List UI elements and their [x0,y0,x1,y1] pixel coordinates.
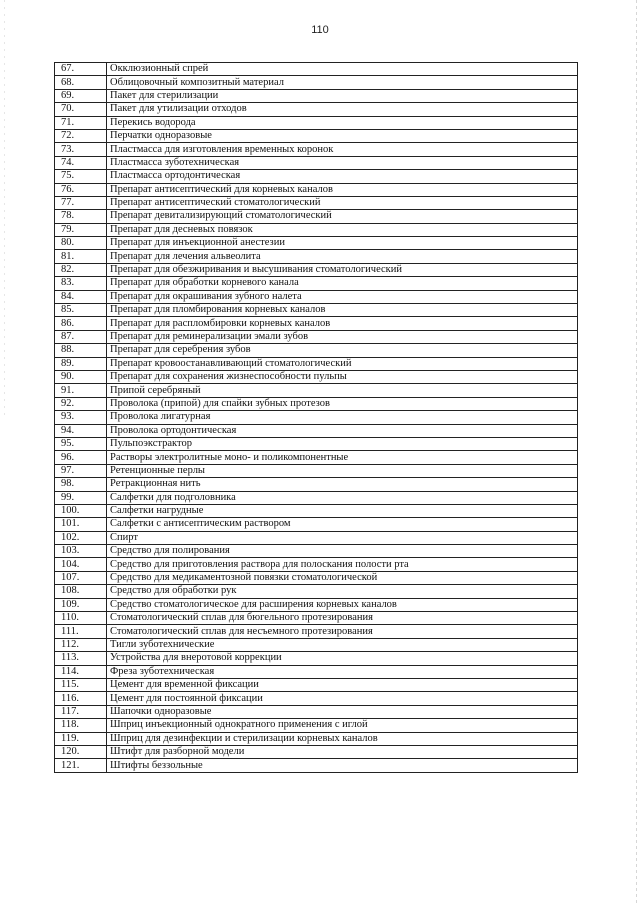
item-name: Препарат девитализирующий стоматологический [107,210,578,223]
item-name: Пластмасса для изготовления временных коронок [107,143,578,156]
row-number: 82. [55,263,107,276]
item-name: Средство для медикаментозной повязки стоматологической [107,571,578,584]
item-name: Препарат для пломбирования корневых каналов [107,304,578,317]
item-name: Препарат антисептический стоматологический [107,196,578,209]
table-row [55,504,578,517]
row-number: 111. [55,625,107,638]
row-number: 119. [55,732,107,745]
item-name: Проволока ортодонтическая [107,424,578,437]
item-name: Устройства для внеротовой коррекции [107,652,578,665]
table-row [55,170,578,183]
table-row [55,63,578,76]
item-name: Шприц для дезинфекции и стерилизации корневых каналов [107,732,578,745]
table-row [55,705,578,718]
item-name: Ретенционные перлы [107,464,578,477]
item-name: Средство стоматологическое для расширения корневых каналов [107,598,578,611]
row-number: 75. [55,170,107,183]
table-row [55,518,578,531]
table-row [55,478,578,491]
item-name: Салфетки нагрудные [107,504,578,517]
supplies-table [54,62,578,773]
row-number: 72. [55,129,107,142]
row-number: 104. [55,558,107,571]
row-number: 107. [55,571,107,584]
row-number: 116. [55,692,107,705]
item-name: Окклюзионный спрей [107,63,578,76]
table-row [55,397,578,410]
table-row [55,103,578,116]
table-row [55,290,578,303]
item-name: Припой серебряный [107,384,578,397]
item-name: Стоматологический сплав для несъемного протезирования [107,625,578,638]
row-number: 70. [55,103,107,116]
row-number: 98. [55,478,107,491]
row-number: 94. [55,424,107,437]
item-name: Средство для полирования [107,545,578,558]
table-row [55,89,578,102]
table-row [55,183,578,196]
row-number: 120. [55,745,107,758]
row-number: 113. [55,652,107,665]
item-name: Пластмасса ортодонтическая [107,170,578,183]
row-number: 89. [55,357,107,370]
item-name: Препарат для обработки корневого канала [107,277,578,290]
table-row [55,143,578,156]
row-number: 79. [55,223,107,236]
table-row [55,612,578,625]
row-number: 83. [55,277,107,290]
item-name: Средство для приготовления раствора для полоскания полости рта [107,558,578,571]
table-row [55,491,578,504]
item-name: Штифты беззольные [107,759,578,772]
row-number: 112. [55,638,107,651]
table-row [55,384,578,397]
item-name: Салфетки для подголовника [107,491,578,504]
table-row [55,598,578,611]
item-name: Препарат для сохранения жизнеспособности пульпы [107,370,578,383]
item-name: Ретракционная нить [107,478,578,491]
table-row [55,411,578,424]
row-number: 101. [55,518,107,531]
item-name: Проволока лигатурная [107,411,578,424]
item-name: Препарат для лечения альвеолита [107,250,578,263]
table-row [55,116,578,129]
row-number: 80. [55,237,107,250]
item-name: Тигли зуботехнические [107,638,578,651]
table-row [55,344,578,357]
row-number: 85. [55,304,107,317]
page-number: 110 [311,24,329,36]
table-row [55,250,578,263]
table-row [55,357,578,370]
row-number: 109. [55,598,107,611]
item-name: Фреза зуботехническая [107,665,578,678]
row-number: 74. [55,156,107,169]
row-number: 71. [55,116,107,129]
item-name: Проволока (припой) для спайки зубных протезов [107,397,578,410]
item-name: Препарат для обезжиривания и высушивания стоматологический [107,263,578,276]
item-name: Препарат для реминерализации эмали зубов [107,330,578,343]
table-row [55,237,578,250]
row-number: 73. [55,143,107,156]
row-number: 115. [55,678,107,691]
row-number: 97. [55,464,107,477]
item-name: Препарат для инъекционной анестезии [107,237,578,250]
table-row [55,304,578,317]
item-name: Препарат для окрашивания зубного налета [107,290,578,303]
item-name: Препарат для десневых повязок [107,223,578,236]
row-number: 76. [55,183,107,196]
row-number: 110. [55,612,107,625]
table-row [55,451,578,464]
table-row [55,652,578,665]
table-row [55,678,578,691]
item-name: Пульпоэкстрактор [107,437,578,450]
item-name: Перчатки одноразовые [107,129,578,142]
item-name: Препарат для серебрения зубов [107,344,578,357]
table-row [55,692,578,705]
table-row [55,76,578,89]
table-row [55,759,578,772]
item-name: Пакет для утилизации отходов [107,103,578,116]
row-number: 114. [55,665,107,678]
table-row [55,545,578,558]
row-number: 68. [55,76,107,89]
table-row [55,317,578,330]
row-number: 108. [55,585,107,598]
item-name: Спирт [107,531,578,544]
item-name: Препарат антисептический для корневых каналов [107,183,578,196]
row-number: 118. [55,719,107,732]
item-name: Пластмасса зуботехническая [107,156,578,169]
table-row [55,732,578,745]
row-number: 81. [55,250,107,263]
row-number: 84. [55,290,107,303]
item-name: Стоматологический сплав для бюгельного протезирования [107,612,578,625]
table-row [55,558,578,571]
row-number: 67. [55,63,107,76]
item-name: Шприц инъекционный однократного применения с иглой [107,719,578,732]
row-number: 96. [55,451,107,464]
scan-edge-left [4,0,5,420]
item-name: Перекись водорода [107,116,578,129]
item-name: Препарат кровоостанавливающий стоматологический [107,357,578,370]
row-number: 95. [55,437,107,450]
table-row [55,330,578,343]
row-number: 93. [55,411,107,424]
row-number: 103. [55,545,107,558]
table-row [55,665,578,678]
table-row [55,638,578,651]
supplies-table-container [54,62,578,773]
row-number: 117. [55,705,107,718]
row-number: 90. [55,370,107,383]
item-name: Цемент для временной фиксации [107,678,578,691]
item-name: Салфетки с антисептическим раствором [107,518,578,531]
row-number: 87. [55,330,107,343]
row-number: 91. [55,384,107,397]
item-name: Цемент для постоянной фиксации [107,692,578,705]
row-number: 78. [55,210,107,223]
row-number: 88. [55,344,107,357]
item-name: Шапочки одноразовые [107,705,578,718]
table-row [55,156,578,169]
row-number: 100. [55,504,107,517]
item-name: Средство для обработки рук [107,585,578,598]
table-row [55,196,578,209]
item-name: Облицовочный композитный материал [107,76,578,89]
row-number: 86. [55,317,107,330]
table-row [55,223,578,236]
item-name: Растворы электролитные моно- и поликомпонентные [107,451,578,464]
row-number: 69. [55,89,107,102]
table-row [55,437,578,450]
scan-edge-right [636,0,637,905]
row-number: 121. [55,759,107,772]
table-row [55,625,578,638]
row-number: 92. [55,397,107,410]
table-row [55,571,578,584]
table-row [55,210,578,223]
item-name: Пакет для стерилизации [107,89,578,102]
item-name: Препарат для распломбировки корневых каналов [107,317,578,330]
table-row [55,719,578,732]
table-row [55,263,578,276]
table-row [55,585,578,598]
table-row [55,129,578,142]
row-number: 99. [55,491,107,504]
supplies-table-body [55,63,578,773]
row-number: 102. [55,531,107,544]
table-row [55,531,578,544]
row-number: 77. [55,196,107,209]
table-row [55,424,578,437]
table-row [55,277,578,290]
table-row [55,464,578,477]
table-row [55,745,578,758]
table-row [55,370,578,383]
item-name: Штифт для разборной модели [107,745,578,758]
